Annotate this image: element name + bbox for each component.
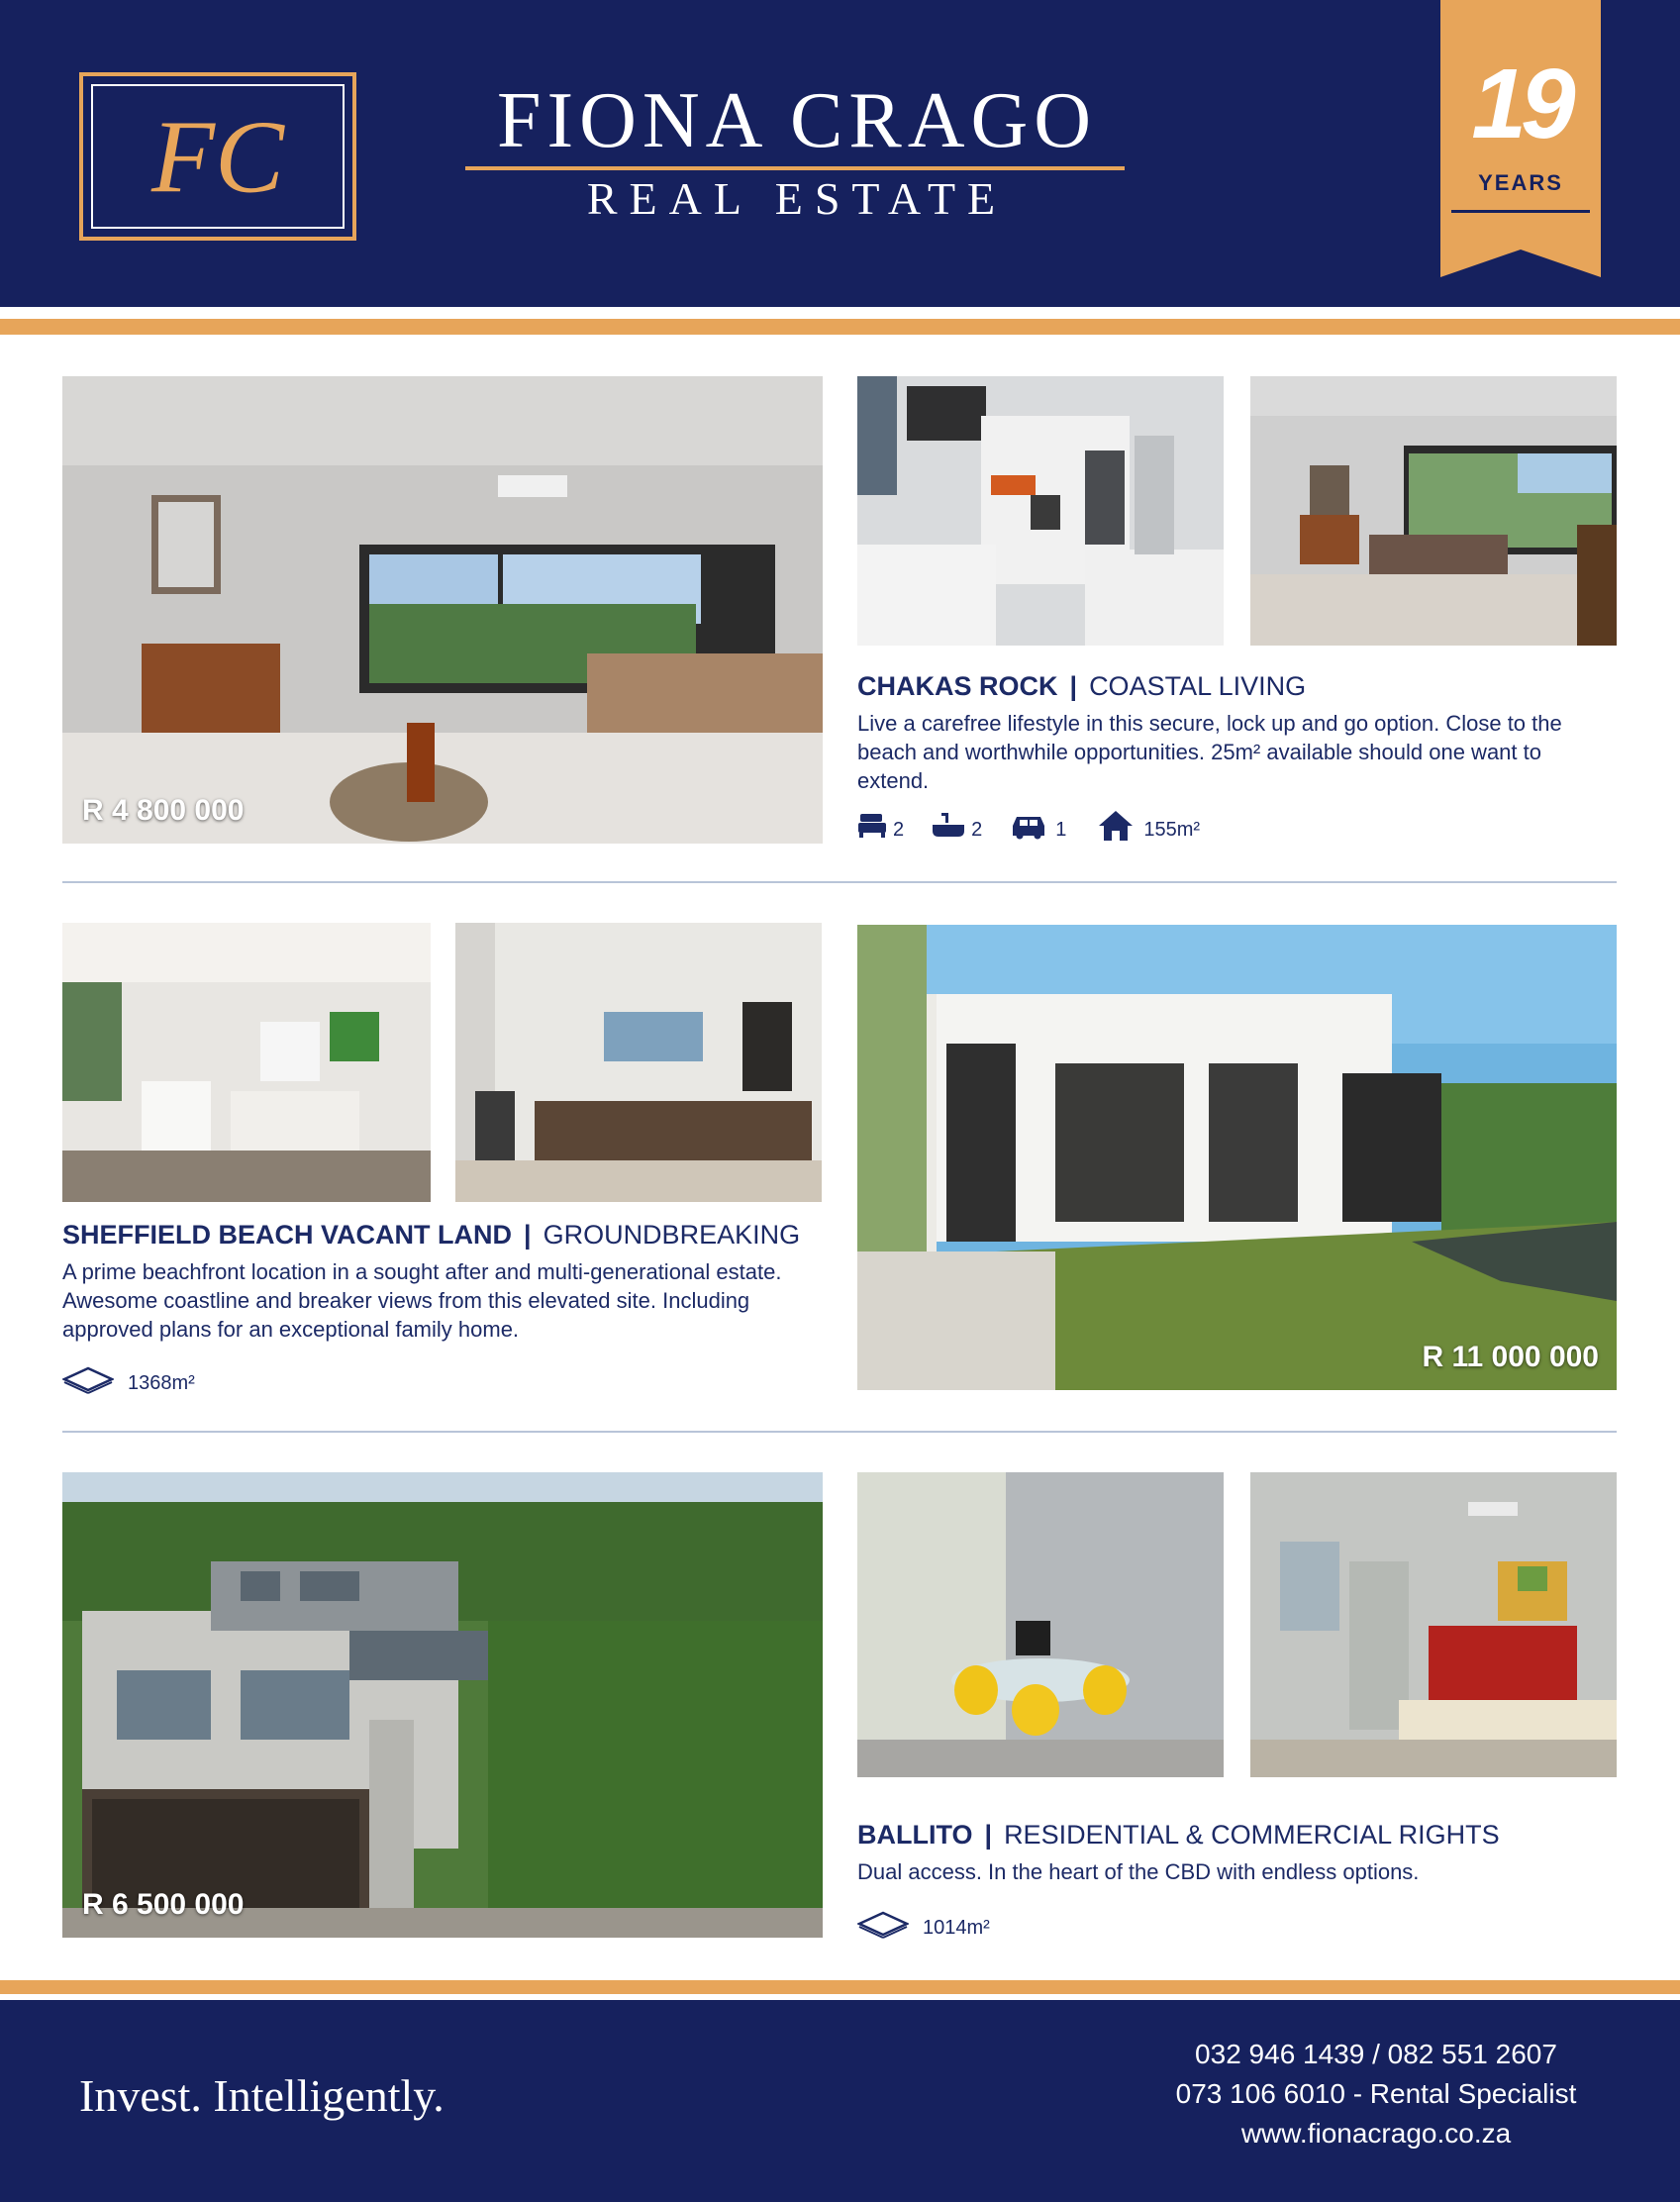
contact-block bbox=[1138, 2035, 1614, 2153]
land-plot-icon bbox=[62, 1365, 114, 1395]
section-divider bbox=[62, 1431, 1617, 1433]
anniversary-rule bbox=[1451, 210, 1590, 213]
logo[interactable] bbox=[79, 72, 356, 241]
listing-tagline: COASTAL LIVING bbox=[1089, 671, 1307, 701]
slogan: Invest. Intelligently. bbox=[79, 2070, 445, 2121]
brand-name: FIONA CRAGO bbox=[496, 77, 1098, 164]
listing-features bbox=[857, 1909, 990, 1940]
sheffield-beach-dining-photo[interactable] bbox=[455, 923, 822, 1202]
garages-count: 1 bbox=[1055, 818, 1067, 841]
listing-title bbox=[62, 1220, 800, 1251]
svg-text:FC: FC bbox=[151, 99, 284, 215]
listing-tagline: GROUNDBREAKING bbox=[543, 1220, 801, 1250]
header-gold-stripe bbox=[0, 319, 1680, 335]
listing-price: R 6 500 000 bbox=[82, 1888, 245, 1921]
land-plot-icon bbox=[857, 1910, 909, 1940]
listing-description: Live a carefree lifestyle in this secure, lock up and go option. Close to the beach and worthwhile opportunities. 25m² available should one want to extend. bbox=[857, 711, 1562, 793]
phone-numbers[interactable]: 032 946 1439 / 082 551 2607 bbox=[1195, 2039, 1557, 2069]
sheffield-beach-rendering-photo[interactable] bbox=[857, 925, 1617, 1390]
footer-gold-stripe bbox=[0, 1980, 1680, 1994]
rental-specialist-phone[interactable]: 073 106 6010 - Rental Specialist bbox=[1175, 2078, 1577, 2109]
anniversary-label: YEARS bbox=[1478, 170, 1563, 195]
land-area: 1368m² bbox=[128, 1372, 195, 1394]
monogram-icon bbox=[83, 76, 352, 237]
listing-features bbox=[857, 810, 1200, 842]
listing-description: A prime beachfront location in a sought after and multi-generational estate. Awesome coastline and breaker views from this elevated site. Including approved plans for an exceptional family home. bbox=[62, 1259, 782, 1342]
listing-location: BALLITO bbox=[857, 1820, 973, 1850]
car-icon bbox=[1010, 811, 1047, 841]
bed-icon bbox=[857, 811, 887, 841]
anniversary-number: 19 bbox=[1471, 49, 1570, 159]
bath-icon bbox=[932, 811, 965, 841]
brand-underline bbox=[465, 166, 1125, 170]
house-icon bbox=[1098, 810, 1134, 842]
listing-location: SHEFFIELD BEACH VACANT LAND bbox=[62, 1220, 512, 1250]
title-separator: | bbox=[1069, 671, 1078, 701]
listing-description: Dual access. In the heart of the CBD with endless options. bbox=[857, 1859, 1420, 1884]
ballito-reception-photo[interactable] bbox=[1250, 1472, 1617, 1777]
listing-location: CHAKAS ROCK bbox=[857, 671, 1058, 701]
title-separator: | bbox=[984, 1820, 993, 1850]
ballito-house-exterior-photo[interactable] bbox=[62, 1472, 823, 1938]
listing-price: R 4 800 000 bbox=[82, 794, 245, 827]
listing-tagline: RESIDENTIAL & COMMERCIAL RIGHTS bbox=[1004, 1820, 1500, 1850]
land-area: 1014m² bbox=[923, 1917, 990, 1939]
beds-count: 2 bbox=[893, 818, 905, 841]
chakas-rock-living-room-photo[interactable] bbox=[62, 376, 823, 844]
title-separator: | bbox=[524, 1220, 532, 1250]
listing-title bbox=[857, 1820, 1500, 1851]
sheffield-beach-lounge-photo[interactable] bbox=[62, 923, 431, 1202]
baths-count: 2 bbox=[971, 818, 983, 841]
listing-features bbox=[62, 1364, 195, 1395]
listing-price: R 11 000 000 bbox=[1422, 1341, 1599, 1373]
listing-title bbox=[857, 671, 1306, 702]
brand-subtitle: REAL ESTATE bbox=[586, 173, 1008, 224]
website-link[interactable]: www.fionacrago.co.za bbox=[1240, 2118, 1512, 2149]
chakas-rock-lounge-photo[interactable] bbox=[1250, 376, 1617, 646]
section-divider bbox=[62, 881, 1617, 883]
chakas-rock-kitchen-photo[interactable] bbox=[857, 376, 1224, 646]
ballito-office-photo[interactable] bbox=[857, 1472, 1224, 1777]
floor-area: 155m² bbox=[1143, 818, 1201, 841]
